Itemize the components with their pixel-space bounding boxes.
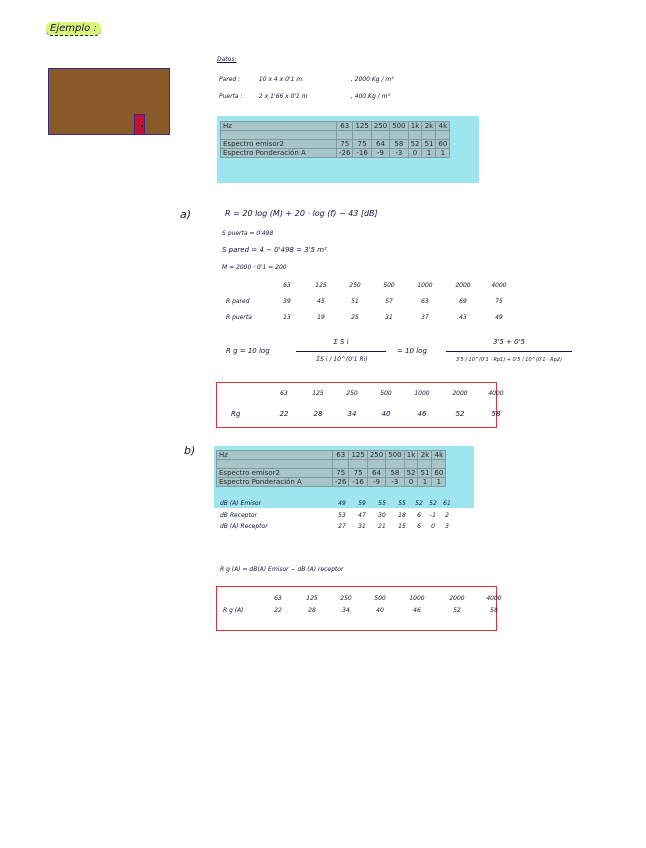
table-cell: 49 [495,314,503,321]
freq: 1000 [409,595,425,602]
datos-label: Pared : [219,76,241,83]
table-cell: 51 [351,298,359,305]
part-a-marker: a) [180,208,192,221]
table-cell: 6 [417,512,421,519]
freq: 500 [374,595,386,602]
table-cell: 27 [338,523,346,530]
freq: 4000 [488,390,504,397]
table-cell: 21 [378,523,386,530]
table-cell: 51 [422,140,436,149]
fraction-1-numerator: Σ S i [333,338,349,346]
table-row [221,140,450,149]
datos-label: Puerta : [219,93,243,100]
table-cell: 22 [274,607,282,614]
fraction-1-bar [296,351,386,352]
freq: 2000 [452,390,468,397]
table-cell: 30 [378,512,386,519]
freq: 2000 [449,595,465,602]
table-header-freq: 125 [353,122,371,131]
freq: 63 [274,595,282,602]
table-header-freq: 63 [333,451,349,460]
datos-heading: Datos: [217,56,237,63]
result-freq-row [261,595,511,602]
table-header-freq: 2k [418,451,432,460]
row-label: dB (A) Receptor [220,523,268,530]
door-knob [141,125,143,127]
table-row [226,298,516,305]
table-cell: -1 [430,512,436,519]
table-header-freq: 500 [386,451,404,460]
table-cell: 75 [337,140,353,149]
table-cell: -26 [333,478,349,487]
freq: 63 [280,390,288,397]
mass-eq: M = 2000 · 0'1 = 200 [222,264,287,271]
table-cell: 52 [404,469,418,478]
freq: 1000 [414,390,430,397]
table-cell: 52 [453,607,461,614]
part-a-formula: R = 20 log (M) + 20 · log (f) − 43 [dB] [225,209,378,218]
datos-dims: 2 x 1'66 x 0'1 m [258,93,308,100]
table-cell: 18 [398,512,406,519]
table-cell: 51 [418,469,432,478]
table-header-hz: Hz [217,451,333,460]
table-cell: 52 [415,500,423,507]
table-cell: 31 [358,523,366,530]
table-cell: 59 [358,500,366,507]
freq: 125 [312,390,324,397]
fraction-2-numerator: 3'5 + 0'5 [493,338,525,346]
table-cell: 43 [459,314,467,321]
row-label: dB (A) Emisor [220,500,262,507]
row-label: R puerta [226,314,252,321]
table-cell: 55 [378,500,386,507]
datos-density: , 400 Kg / m³ [350,93,390,100]
result-freq-row [267,390,513,397]
part-b-formula: R g (A) = dB(A) Emisor − dB (A) receptor [220,566,344,573]
page-title: Ejemplo : [46,22,101,36]
table-row [226,314,516,321]
table-cell: 47 [358,512,366,519]
datos-dims: 10 x 4 x 0'1 m [258,76,303,83]
table-cell: 55 [398,500,406,507]
freq: 2000 [455,282,471,289]
table-row [231,410,513,418]
table-cell: -9 [371,149,389,158]
table-cell: 31 [385,314,393,321]
row-label: dB Receptor [220,512,257,519]
table-header-freq: 63 [337,122,353,131]
table-cell: 75 [349,469,367,478]
table-cell: 34 [347,410,357,418]
table-row [217,469,446,478]
freq: 250 [349,282,361,289]
table-cell: -3 [390,149,408,158]
freq: 125 [315,282,327,289]
table-cell: 61 [443,500,451,507]
table-cell: 22 [279,410,289,418]
table-cell: 58 [386,469,404,478]
table-cell: 0 [404,478,418,487]
spectrum-table [220,121,450,158]
table-cell: 1 [432,478,446,487]
table-cell: 75 [353,140,371,149]
wall-sketch [48,68,170,135]
freq: 63 [283,282,291,289]
table-cell: 28 [313,410,323,418]
freq: 250 [340,595,352,602]
table-cell: 1 [418,478,432,487]
table-cell: 1 [436,149,450,158]
table-row [223,607,511,614]
table-cell: 69 [459,298,467,305]
table-cell: 19 [317,314,325,321]
r-freq-row [270,282,516,289]
table-cell: 75 [333,469,349,478]
freq: 125 [306,595,318,602]
table-cell: 58 [491,410,501,418]
spectrum-table-copy [216,450,446,487]
row-label: R g (A) [223,607,244,614]
table-row [217,478,446,487]
table-cell: -26 [337,149,353,158]
table-header-freq: 1k [404,451,418,460]
row-label: Espectro emisor2 [221,140,337,149]
datos-density: , 2000 Kg / m³ [350,76,394,83]
table-header-freq: 4k [432,451,446,460]
table-cell: 57 [385,298,393,305]
table-header-freq: 250 [371,122,389,131]
table-cell: 2 [445,512,449,519]
table-row [221,149,450,158]
fraction-2-denominator: 3'5 / 10^(0'1 · Rp1) + 0'5 / 10^(0'1 · Rp2) [455,357,563,363]
table-header-hz: Hz [221,122,337,131]
table-cell: 39 [283,298,291,305]
fraction-2-bar [446,351,572,352]
table-cell: 46 [413,607,421,614]
table-header-freq: 125 [349,451,367,460]
result-box-rga [216,586,502,631]
table-cell: 58 [390,140,408,149]
table-header-freq: 2k [422,122,436,131]
table-cell: 37 [421,314,429,321]
table-cell: 64 [371,140,389,149]
spectrum-table-bg [214,446,474,508]
s-puerta: S puerta = 0'498 [222,230,274,237]
rg-lhs: R g = 10 log [226,347,270,355]
table-cell: 46 [417,410,427,418]
table-cell: 40 [381,410,391,418]
table-cell: 53 [338,512,346,519]
table-cell: -3 [386,478,404,487]
table-cell: 0 [431,523,435,530]
table-header-freq: 250 [367,451,385,460]
s-pared: S pared = 4 − 0'498 = 3'5 m² [222,246,327,254]
table-cell: 52 [408,140,422,149]
datos-line-pared [219,76,439,83]
table-cell: 63 [421,298,429,305]
table-cell: 28 [308,607,316,614]
row-label: Espectro emisor2 [217,469,333,478]
spectrum-table-bg [217,116,479,183]
freq: 4000 [486,595,502,602]
table-cell: 60 [432,469,446,478]
freq: 1000 [417,282,433,289]
result-box-rg [216,382,504,428]
table-header-freq: 4k [436,122,450,131]
table-row [220,500,454,507]
table-cell: 58 [490,607,498,614]
freq: 500 [380,390,392,397]
row-label: Rg [231,410,241,418]
table-cell: 64 [367,469,385,478]
table-cell: 75 [495,298,503,305]
table-header-freq: 500 [390,122,408,131]
table-cell: 3 [445,523,449,530]
door-sketch [134,114,145,135]
row-label: Espectro Ponderación A [217,478,333,487]
table-cell: 45 [317,298,325,305]
table-row [220,512,454,519]
rg-mid: = 10 log [397,347,427,355]
table-cell: -16 [349,478,367,487]
table-cell: 6 [417,523,421,530]
table-cell: 40 [376,607,384,614]
row-label: Espectro Ponderación A [221,149,337,158]
fraction-1-denominator: ΣS i / 10^(0'1 Ri) [316,356,368,363]
table-cell: -9 [367,478,385,487]
table-cell: 52 [429,500,437,507]
table-cell: 0 [408,149,422,158]
table-cell: 25 [351,314,359,321]
table-cell: 60 [436,140,450,149]
freq: 4000 [491,282,507,289]
table-cell: 1 [422,149,436,158]
table-cell: -16 [353,149,371,158]
row-label: R pared [226,298,250,305]
freq: 250 [346,390,358,397]
table-cell: 13 [283,314,291,321]
part-b-marker: b) [184,444,196,457]
freq: 500 [383,282,395,289]
table-cell: 52 [455,410,465,418]
table-header-freq: 1k [408,122,422,131]
table-cell: 49 [338,500,346,507]
table-cell: 34 [342,607,350,614]
datos-line-puerta [219,93,439,100]
table-row [220,523,454,530]
table-cell: 15 [398,523,406,530]
